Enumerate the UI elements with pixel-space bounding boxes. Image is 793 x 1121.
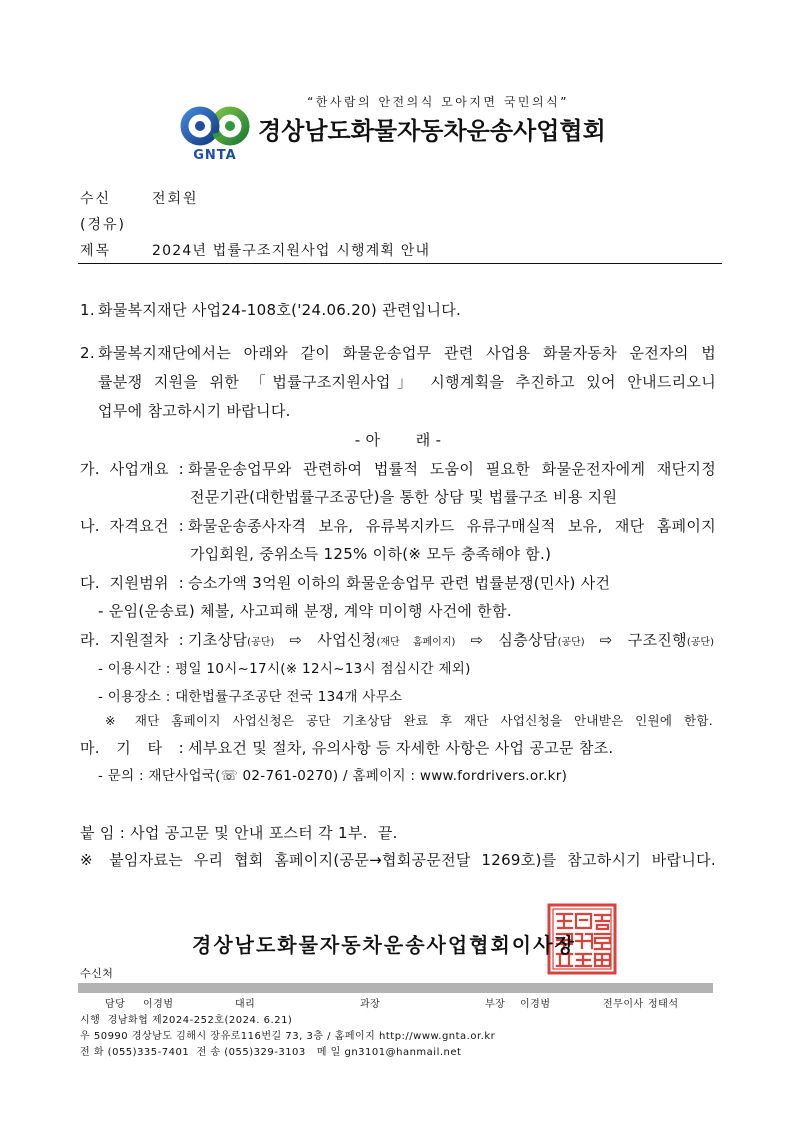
item-label: 마. 기 타 : xyxy=(80,739,184,757)
approval-name: 이경범 xyxy=(143,999,174,1010)
seal-glyph xyxy=(576,914,591,928)
para2-line: 화물복지재단에서는 아래와 같이 화물운송업무 관련 사업용 화물자동차 운전자의 법 xyxy=(98,344,716,362)
seal-glyph xyxy=(557,914,572,928)
via-label: (경유) xyxy=(80,217,126,233)
item-line: 전문기관(대한법률구조공단)을 통한 상담 및 법률구조 비용 지원 xyxy=(190,488,618,506)
footer-divider-bar xyxy=(78,983,713,993)
official-seal xyxy=(547,903,617,975)
approval-role: 과장 xyxy=(360,999,381,1010)
arrow-right-icon: ⇨ xyxy=(599,631,613,649)
item-line: 세부요건 및 절차, 유의사항 등 자세한 사항은 사업 공고문 참조. xyxy=(188,739,614,757)
logo-text: GNTA xyxy=(193,148,237,162)
item-sub-line: - 운임(운송료) 체불, 사고피해 분쟁, 계약 미이행 사건에 한함. xyxy=(98,602,512,620)
subject-value: 2024년 법률구조지원사업 시행계획 안내 xyxy=(152,243,431,259)
org-name: 경상남도화물자동차운송사업협회 xyxy=(258,117,606,145)
step-note: (공단) xyxy=(557,637,585,648)
cc-label: 수신처 xyxy=(80,967,114,980)
item-line: 화물운송업무와 관련하여 법률적 도움이 필요한 화물운전자에게 재단지정 xyxy=(188,460,716,478)
logo-green-core xyxy=(225,121,235,131)
recipient-label: 수신 xyxy=(80,191,112,207)
item-line: 승소가액 3억원 이하의 화물운송업무 관련 법률분쟁(민사) 사건 xyxy=(188,574,611,592)
below-mark: - 아 래 - xyxy=(354,431,442,449)
para2-line: 업무에 참고하시기 바랍니다. xyxy=(98,402,291,420)
slogan: “한사람의 안전의식 모아지면 국민의식” xyxy=(307,95,569,109)
step-note: (재단 홈페이지) xyxy=(376,637,456,648)
item-label: 다. 지원범위 : xyxy=(80,574,184,592)
step-note: (공단) xyxy=(247,637,275,648)
step-note: (공단) xyxy=(686,637,714,648)
approval-role: 부장 xyxy=(485,999,506,1010)
subject-label: 제목 xyxy=(80,243,112,259)
logo-blue-core xyxy=(195,121,205,131)
approval-name: 이경범 xyxy=(520,999,551,1010)
logo-green-overlap xyxy=(217,133,219,137)
seal-glyph xyxy=(576,954,591,966)
approval-role: 담당 xyxy=(105,999,126,1010)
para2-number: 2. xyxy=(80,344,95,362)
gnta-logo xyxy=(178,104,254,162)
enforcement-line: 시행 경남화협 제2024-252호(2024. 6.21) xyxy=(80,1015,293,1026)
sender-title: 경상남도화물자동차운송사업협회이사장 xyxy=(192,933,576,957)
item-sub-line: - 이용시간 : 평일 10시~17시(※ 12시~13시 점심시간 제외) xyxy=(98,661,471,677)
step-main: 사업신청 xyxy=(317,631,377,649)
para1-text: 화물복지재단 사업24-108호('24.06.20) 관련입니다. xyxy=(98,301,462,319)
seal-glyph xyxy=(576,934,592,948)
address-line: 우 50990 경상남도 김해시 장유로116번길 73, 3층 / 홈페이지 http://www.gnta.or.kr xyxy=(80,1031,496,1042)
item-sub-line: - 문의 : 재단사업국(☏ 02-761-0270) / 홈페이지 : www.fordrivers.or.kr) xyxy=(98,768,568,784)
subject-divider xyxy=(78,263,722,264)
approval-role: 대리 xyxy=(235,999,256,1010)
item-line: 화물운송종사자격 보유, 유류복지카드 유류구매실적 보유, 재단 홈페이지 xyxy=(188,517,716,535)
attachment: 붙 임 : 사업 공고문 및 안내 포스터 각 1부. 끝. xyxy=(80,824,398,842)
seal-glyph xyxy=(557,934,572,949)
item-line: 가입회원, 중위소득 125% 이하(※ 모두 충족해야 함.) xyxy=(190,545,552,563)
item-label: 나. 자격요건 : xyxy=(80,517,184,535)
para1-number: 1. xyxy=(80,301,95,319)
seal-glyph xyxy=(557,954,572,966)
arrow-right-icon: ⇨ xyxy=(289,631,303,649)
seal-glyph xyxy=(595,954,610,966)
step-main: 기초상담 xyxy=(188,631,248,649)
arrow-right-icon: ⇨ xyxy=(470,631,484,649)
contact-line: 전 화 (055)335-7401 전 송 (055)329-3103 메 일 gn3101@hanmail.net xyxy=(80,1047,462,1058)
step-main: 심층상담 xyxy=(498,631,558,649)
item-sub-line: - 이용장소 : 대한법률구조공단 전국 134개 사무소 xyxy=(98,689,403,705)
approval-role: 전무이사 xyxy=(603,999,644,1010)
approval-name: 정태석 xyxy=(648,999,679,1010)
item-note: ※ 재단 홈페이지 사업신청은 공단 기초상담 완료 후 재단 사업신청을 안내받은 인원에 한함. xyxy=(105,713,713,728)
step-main: 구조진행 xyxy=(627,631,687,649)
seal-glyph xyxy=(595,915,610,929)
para2-line: 률분쟁 지원을 위한 「법률구조지원사업」 시행계획을 추진하고 있어 안내드리오니 xyxy=(98,373,716,391)
procedure-steps xyxy=(188,630,714,650)
item-label: 가. 사업개요 : xyxy=(80,460,184,478)
item-label: 라. 지원절차 : xyxy=(80,631,184,649)
attachment-note: ※ 붙임자료는 우리 협회 홈페이지(공문→협회공문전달 1269호)를 참고하시기 바랍니다. xyxy=(80,851,716,869)
seal-glyph xyxy=(595,934,610,949)
recipient-value: 전회원 xyxy=(152,191,199,207)
